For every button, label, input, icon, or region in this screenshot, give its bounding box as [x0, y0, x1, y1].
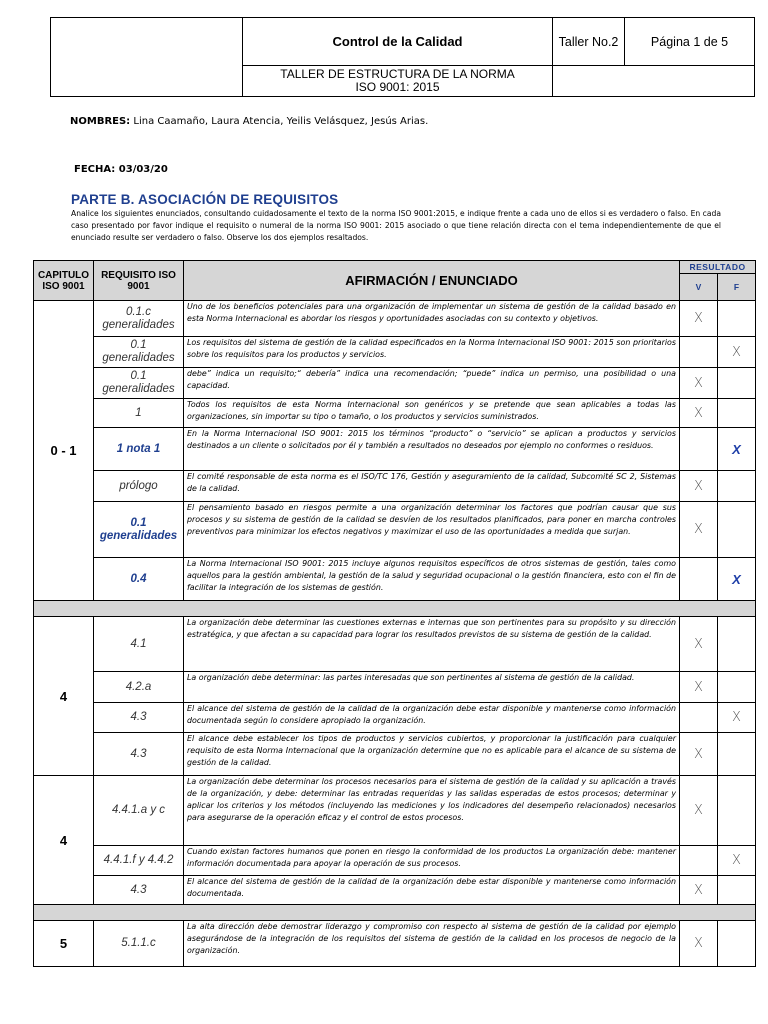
statement-cell: La organización debe determinar las cuestiones externas e internas que son pertinentes para su propósito y su dirección estratégica, y que afectan a su capacidad para lograr los resultados previstos de su sistema de gestión de la calidad. — [184, 617, 680, 672]
table-row — [34, 471, 756, 502]
true-mark: X — [680, 471, 718, 502]
true-mark — [680, 428, 718, 471]
statement-cell: La Norma Internacional ISO 9001: 2015 incluye algunos requisitos específicos de otros sistemas de gestión, tales como aquellos para la gestión ambiental, la gestión de la salud y seguridad ocupacional o la gestión financiera, esto con el fin de facilitar la integración de los sistemas de gestión. — [184, 558, 680, 601]
true-mark: X — [680, 776, 718, 846]
requirement-cell: 4.1 — [94, 617, 184, 672]
chapter-cell: 5 — [34, 921, 94, 967]
table-row — [34, 846, 756, 876]
table-row — [34, 368, 756, 399]
header-requisito: REQUISITO ISO 9001 — [94, 261, 184, 301]
document-subtitle — [243, 66, 553, 97]
table-row — [34, 703, 756, 733]
true-mark — [680, 703, 718, 733]
false-mark — [718, 399, 756, 428]
statement-cell: El alcance del sistema de gestión de la calidad de la organización debe estar disponible y mantenerse como información documentada. — [184, 876, 680, 905]
false-mark: X — [718, 337, 756, 368]
header-resultado: RESULTADO — [680, 261, 756, 274]
taller-number: Taller No.2 — [553, 18, 625, 66]
requirement-cell: 0.1 generalidades — [94, 368, 184, 399]
names-value: Lina Caamaño, Laura Atencia, Yeilis Velásquez, Jesús Arias. — [133, 116, 429, 127]
document-title: Control de la Calidad — [243, 18, 553, 66]
requirement-cell: 4.3 — [94, 876, 184, 905]
requirement-cell-example: 0.4 — [94, 558, 184, 601]
header-capitulo: CAPITULO ISO 9001 — [34, 261, 94, 301]
true-mark — [680, 846, 718, 876]
header-v: V — [680, 274, 718, 301]
false-mark-example: X — [718, 558, 756, 601]
requirement-cell: 4.3 — [94, 733, 184, 776]
header-afirmacion: AFIRMACIÓN / ENUNCIADO — [184, 261, 680, 301]
statement-cell: Los requisitos del sistema de gestión de la calidad especificados en la Norma Internacional ISO 9001: 2015 son prioritarios sobre los requisitos para los productos y servicios. — [184, 337, 680, 368]
false-mark — [718, 502, 756, 558]
false-mark — [718, 471, 756, 502]
table-row — [34, 428, 756, 471]
requirement-cell: 4.4.1.a y c — [94, 776, 184, 846]
table-row — [34, 672, 756, 703]
statement-cell: Cuando existan factores humanos que ponen en riesgo la conformidad de los productos La organización debe: mantener información documentada para apoyar la operación de sus procesos. — [184, 846, 680, 876]
statement-cell: El alcance del sistema de gestión de la calidad de la organización debe estar disponible y mantenerse como información documentada según lo considere apropiado la organización. — [184, 703, 680, 733]
table-row — [34, 876, 756, 905]
subtitle-line-1: TALLER DE ESTRUCTURA DE LA NORMA — [280, 67, 515, 81]
logo-cell — [51, 18, 243, 97]
requirement-cell: 1 — [94, 399, 184, 428]
requirement-cell: 5.1.1.c — [94, 921, 184, 967]
table-row — [34, 399, 756, 428]
requirement-cell: 4.3 — [94, 703, 184, 733]
requirement-cell-example: 1 nota 1 — [94, 428, 184, 471]
false-mark-example: X — [718, 428, 756, 471]
header-f: F — [718, 274, 756, 301]
false-mark — [718, 733, 756, 776]
table-row — [34, 502, 756, 558]
false-mark — [718, 617, 756, 672]
requirement-cell-example: 0.1 generalidades — [94, 502, 184, 558]
table-row — [34, 776, 756, 846]
requirement-cell: prólogo — [94, 471, 184, 502]
table-row — [34, 733, 756, 776]
subtitle-line-2: ISO 9001: 2015 — [355, 80, 440, 94]
chapter-cell: 4 — [34, 617, 94, 776]
true-mark: X — [680, 733, 718, 776]
false-mark: X — [718, 703, 756, 733]
chapter-cell: 4 — [34, 776, 94, 905]
true-mark: X — [680, 617, 718, 672]
statement-cell: El alcance debe establecer los tipos de productos y servicios cubiertos, y proporcionar la justificación para cualquier requisito de esta Norma Internacional que la organización determine que no es aplicable para el alcance de su sistema de gestión de la calidad. — [184, 733, 680, 776]
statement-cell: La organización debe determinar: las partes interesadas que son pertinentes al sistema de gestión de la calidad. — [184, 672, 680, 703]
true-mark: X — [680, 921, 718, 967]
true-mark: X — [680, 502, 718, 558]
false-mark — [718, 368, 756, 399]
statement-cell: La alta dirección debe demostrar liderazgo y compromiso con respecto al sistema de gestión de la calidad por ejemplo asegurándose de la integración de los requisitos del sistema de gestión de la calidad en los procesos de negocio de la organización. — [184, 921, 680, 967]
false-mark — [718, 921, 756, 967]
false-mark — [718, 301, 756, 337]
chapter-cell: 0 - 1 — [34, 301, 94, 601]
section-title: PARTE B. ASOCIACIÓN DE REQUISITOS — [71, 192, 339, 207]
separator-row — [34, 601, 756, 617]
empty-header-cell — [553, 66, 755, 97]
requirement-cell: 4.2.a — [94, 672, 184, 703]
statement-cell: Todos los requisitos de esta Norma Internacional son genéricos y se pretende que sean aplicables a todas las organizaciones, sin importar su tipo o tamaño, o los productos y servicios suministrados. — [184, 399, 680, 428]
statement-cell: El comité responsable de esta norma es el ISO/TC 176, Gestión y aseguramiento de la calidad, Subcomité SC 2, Sistemas de la calidad. — [184, 471, 680, 502]
false-mark: X — [718, 846, 756, 876]
requirement-cell: 0.1.c generalidades — [94, 301, 184, 337]
instructions-paragraph: Analice los siguientes enunciados, consultando cuidadosamente el texto de la norma ISO 9001:2015, e indique frente a cada uno de ellos si es verdadero o falso. En cada caso presentado por favor indique el requisito o numeral de la norma ISO 9001: 2015 asociado o que tiene relación directa con el tema independientemente de que el enunciado resulte ser verdadero o falso. Observe los dos ejemplos resaltados. — [71, 209, 721, 242]
table-row — [34, 921, 756, 967]
page-number: Página 1 de 5 — [625, 18, 755, 66]
statement-cell: La organización debe determinar los procesos necesarios para el sistema de gestión de la calidad y su aplicación a través de la organización, y debe: determinar las entradas requeridas y las salidas esperadas de estos procesos; determinar y aplicar los criterios y los métodos (incluyendo las mediciones y los indicadores del desempeño relacionados) necesarios para asegurarse de la operación eficaz y el control de estos procesos. — [184, 776, 680, 846]
true-mark: X — [680, 399, 718, 428]
true-mark — [680, 558, 718, 601]
true-mark: X — [680, 301, 718, 337]
document-header — [50, 17, 755, 97]
table-row — [34, 558, 756, 601]
false-mark — [718, 876, 756, 905]
requirement-cell: 4.4.1.f y 4.4.2 — [94, 846, 184, 876]
date-line: FECHA: 03/03/20 — [74, 164, 168, 175]
true-mark: X — [680, 876, 718, 905]
names-line — [70, 116, 428, 127]
statement-cell: En la Norma Internacional ISO 9001: 2015 los términos “producto” o “servicio” se aplican a productos y servicios destinados a un cliente o solicitados por él y también a resultados no deseados por ejemplo no conformes o residuos. — [184, 428, 680, 471]
statement-cell: debe” indica un requisito;“ debería” indica una recomendación; “puede” indica un permiso, una posibilidad o una capacidad. — [184, 368, 680, 399]
table-row — [34, 337, 756, 368]
requirements-table — [33, 260, 756, 967]
false-mark — [718, 672, 756, 703]
true-mark: X — [680, 672, 718, 703]
names-label: NOMBRES: — [70, 116, 131, 127]
false-mark — [718, 776, 756, 846]
statement-cell: El pensamiento basado en riesgos permite a una organización determinar los factores que podrían causar que sus procesos y su sistema de gestión de la calidad se desvíen de los resultados planificados, para poner en marcha controles preventivos para minimizar los efectos negativos y maximizar el uso de las oportunidades a medida que surjan. — [184, 502, 680, 558]
true-mark: X — [680, 368, 718, 399]
separator-row — [34, 905, 756, 921]
true-mark — [680, 337, 718, 368]
table-row — [34, 617, 756, 672]
statement-cell: Uno de los beneficios potenciales para una organización de implementar un sistema de gestión de la calidad basado en esta Norma Internacional es abordar los riesgos y oportunidades asociadas con su contexto y objetivos. — [184, 301, 680, 337]
requirement-cell: 0.1 generalidades — [94, 337, 184, 368]
table-row — [34, 301, 756, 337]
